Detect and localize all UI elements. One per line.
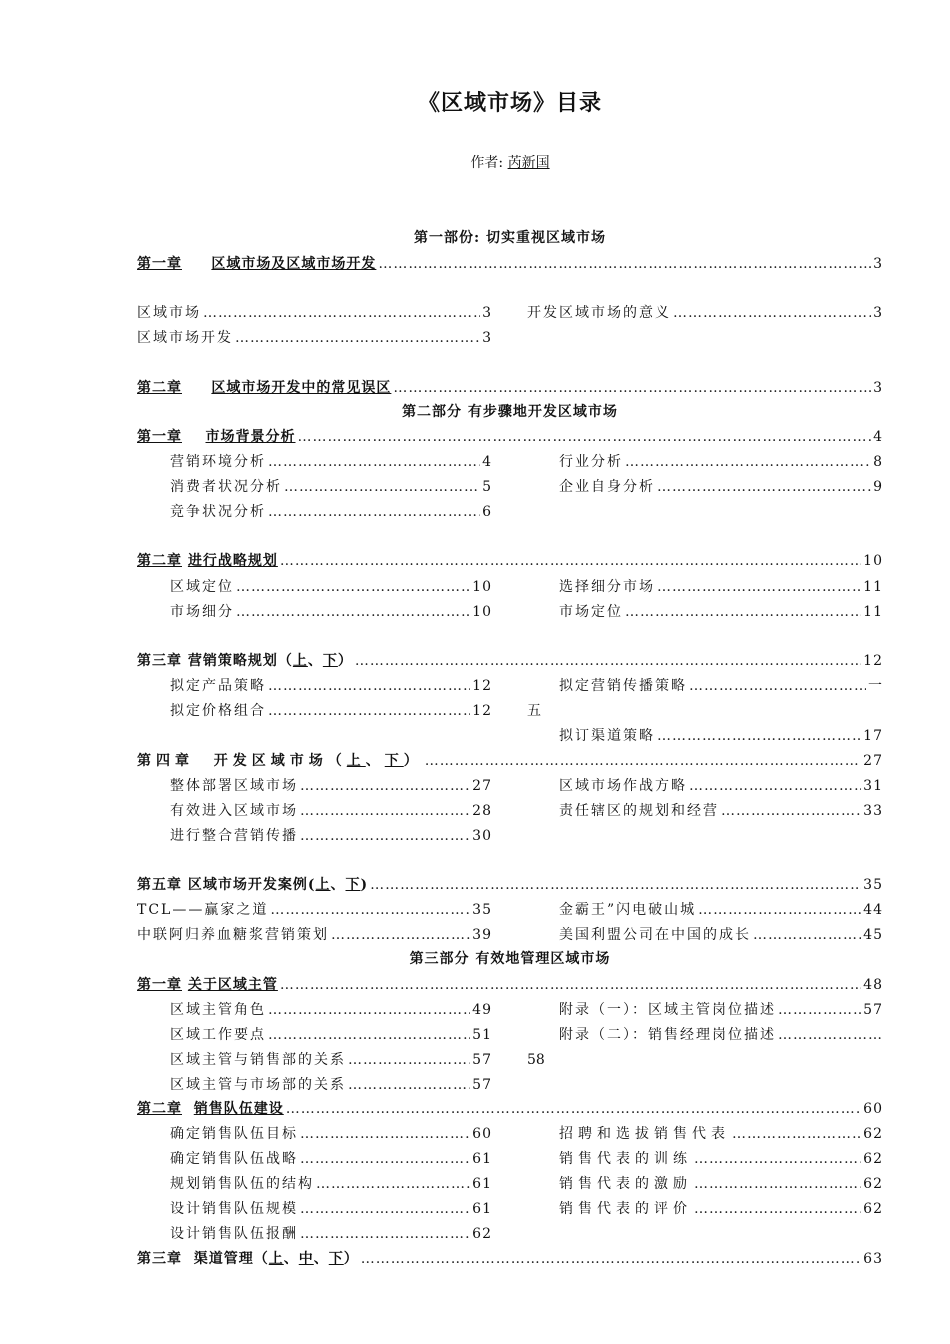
chapter-number: 第三章 (137, 653, 182, 669)
toc-entry[interactable] (170, 1200, 492, 1218)
chapter-name-part: ) (360, 877, 369, 893)
toc-entry[interactable] (170, 1150, 492, 1168)
toc-chapter[interactable] (137, 1100, 883, 1118)
dot-leader (361, 1250, 861, 1268)
dot-leader (300, 802, 470, 820)
chapter-name-part: 、 (365, 753, 385, 769)
dot-leader (694, 1200, 861, 1218)
page-number: 10 (472, 604, 492, 620)
entry-label: 规划销售队伍的结构 (170, 1176, 314, 1192)
page-number: 5 (482, 479, 492, 495)
page-number: 61 (472, 1201, 492, 1217)
toc-entry[interactable] (170, 578, 492, 596)
entry-label: 招聘和选拔销售代表 (559, 1126, 730, 1142)
dot-leader (268, 677, 470, 695)
dot-leader (778, 1001, 861, 1019)
page-number: 35 (863, 877, 883, 893)
dot-leader (300, 1125, 470, 1143)
entry-label: 区域主管角色 (170, 1002, 266, 1018)
dot-leader (753, 926, 861, 944)
dot-leader (236, 603, 470, 621)
page-number: 62 (863, 1126, 883, 1142)
toc-entry[interactable] (559, 1175, 883, 1193)
dot-leader (689, 777, 861, 795)
entry-label: 确定销售队伍目标 (170, 1126, 298, 1142)
dot-leader (657, 578, 861, 596)
toc-chapter[interactable] (137, 752, 883, 770)
page-number: 57 (863, 1002, 883, 1018)
entry-label: 区域工作要点 (170, 1027, 266, 1043)
page-number: 3 (873, 380, 883, 396)
toc-entry[interactable] (559, 1125, 883, 1143)
page-number: 4 (482, 454, 492, 470)
toc-entry[interactable] (170, 827, 492, 845)
dot-leader (268, 453, 480, 471)
dot-leader (355, 652, 861, 670)
entry-label: 进行整合营销传播 (170, 828, 298, 844)
dot-leader (270, 901, 470, 919)
dot-leader (694, 1175, 861, 1193)
toc-entry[interactable] (559, 677, 883, 695)
entry-label: 企业自身分析 (559, 479, 655, 495)
entry-label: 区域市场开发 (137, 330, 233, 346)
toc-entry[interactable] (170, 1051, 492, 1069)
toc-chapter[interactable] (137, 552, 883, 570)
page-number: 45 (863, 927, 883, 943)
chapter-name-part: 、 (313, 1251, 329, 1267)
chapter-name-part: 中 (298, 1251, 314, 1267)
chapter-name-part: 上 (346, 753, 366, 769)
page-number: 12 (472, 703, 492, 719)
dot-leader (348, 1076, 470, 1094)
dot-leader (268, 1001, 470, 1019)
page-number: 8 (873, 454, 883, 470)
entry-label: 销售代表的训练 (559, 1151, 692, 1167)
toc-entry[interactable] (137, 901, 492, 919)
page-number: 60 (472, 1126, 492, 1142)
entry-label: 金霸王”闪电破山城 (559, 902, 697, 918)
chapter-name-part: ） (343, 1251, 359, 1267)
page-number: 9 (873, 479, 883, 495)
part-heading: 第二部分 有步骤地开发区域市场 (402, 404, 618, 420)
dot-leader (425, 752, 861, 770)
dot-leader (698, 901, 861, 919)
toc-entry[interactable] (170, 1225, 492, 1243)
entry-label: 中联阿归养血糖浆营销策划 (137, 927, 329, 943)
entry-label: 区域市场作战方略 (559, 778, 687, 794)
chapter-number: 第二章 (137, 380, 182, 396)
entry-label: 责任辖区的规划和经营 (559, 803, 719, 819)
chapter-number: 第三章 (137, 1251, 182, 1267)
dot-leader (721, 802, 861, 820)
dot-leader (286, 1100, 861, 1118)
dot-leader (280, 976, 861, 994)
dot-leader (300, 1150, 470, 1168)
entry-label: 美国利盟公司在中国的成长 (559, 927, 751, 943)
chapter-name: 渠道管理（ (193, 1251, 269, 1267)
dot-leader (280, 552, 861, 570)
entry-label: 整体部署区域市场 (170, 778, 298, 794)
entry-label: 拟定产品策略 (170, 678, 266, 694)
toc-entry[interactable] (170, 1001, 492, 1019)
toc-entry[interactable] (170, 1175, 492, 1193)
entry-label: 营销环境分析 (170, 454, 266, 470)
toc-entry[interactable] (559, 453, 883, 471)
entry-label: 消费者状况分析 (170, 479, 282, 495)
entry-label: TCL——赢家之道 (137, 902, 269, 918)
page-number: 62 (472, 1226, 492, 1242)
toc-chapter[interactable] (137, 379, 883, 397)
toc-entry[interactable] (170, 702, 492, 720)
toc-entry[interactable] (170, 503, 492, 521)
page-number: 33 (863, 803, 883, 819)
entry-label: 市场细分 (170, 604, 234, 620)
entry-label: 附录（一）：区域主管岗位描述 (559, 1002, 776, 1018)
page-number: 57 (472, 1077, 492, 1093)
entry-label: 附录（二）：销售经理岗位描述 (559, 1027, 776, 1043)
toc-chapter[interactable] (137, 976, 883, 994)
entry-label: 行业分析 (559, 454, 623, 470)
chapter-name: 市场背景分析 (205, 429, 296, 445)
page-number: 28 (472, 803, 492, 819)
page-number: 49 (472, 1002, 492, 1018)
toc-entry[interactable] (559, 1150, 883, 1168)
toc-chapter[interactable] (137, 255, 883, 273)
chapter-number: 第一章 (137, 256, 182, 272)
entry-label: 设计销售队伍规模 (170, 1201, 298, 1217)
dot-leader (673, 304, 871, 322)
chapter-name-part: 、 (283, 1251, 299, 1267)
entry-label: 拟定营销传播策略 (559, 678, 687, 694)
toc-entry[interactable] (559, 478, 883, 496)
toc-entry[interactable] (170, 777, 492, 795)
page-number: 30 (472, 828, 492, 844)
chapter-name: 区域市场开发中的常见误区 (211, 380, 392, 396)
entry-label: 设计销售队伍报酬 (170, 1226, 298, 1242)
author-line (0, 154, 950, 172)
entry-label: 市场定位 (559, 604, 623, 620)
dot-leader (331, 926, 470, 944)
dot-leader (689, 677, 866, 695)
chapter-name: 关于区域主管 (187, 977, 278, 993)
page-number: 3 (482, 305, 492, 321)
page-number: 48 (863, 977, 883, 993)
chapter-number: 第一章 (137, 429, 182, 445)
toc-entry[interactable] (559, 926, 883, 944)
page-number: 51 (472, 1027, 492, 1043)
dot-leader (300, 1225, 470, 1243)
chapter-number: 第四章 (137, 753, 194, 769)
page-number: 62 (863, 1176, 883, 1192)
entry-label: 销售代表的评价 (559, 1201, 692, 1217)
wrapped-page-number: 58 (527, 1052, 545, 1068)
part-heading: 第一部份: 切实重视区域市场 (413, 230, 607, 246)
chapter-name: 开发区域市场（ (213, 753, 347, 769)
toc-chapter[interactable] (137, 652, 883, 670)
toc-entry[interactable] (559, 802, 883, 820)
page-number: 11 (863, 604, 883, 620)
page-number: 57 (472, 1052, 492, 1068)
page-number: 10 (863, 553, 883, 569)
toc-entry[interactable] (170, 802, 492, 820)
toc-entry[interactable] (137, 304, 492, 322)
entry-label: 选择细分市场 (559, 579, 655, 595)
page-number: 62 (863, 1201, 883, 1217)
dot-leader (694, 1150, 861, 1168)
page-number: 62 (863, 1151, 883, 1167)
dot-leader (625, 603, 861, 621)
chapter-name: 区域市场开发案例( (187, 877, 316, 893)
toc-entry[interactable] (170, 478, 492, 496)
page-number: 63 (863, 1251, 883, 1267)
toc-entry[interactable] (559, 777, 883, 795)
dot-leader (298, 428, 872, 446)
entry-label: 区域主管与销售部的关系 (170, 1052, 346, 1068)
chapter-number: 第一章 (137, 977, 182, 993)
toc-entry[interactable] (137, 329, 492, 347)
entry-label: 区域定位 (170, 579, 234, 595)
toc-entry[interactable] (170, 677, 492, 695)
toc-entry[interactable] (559, 603, 883, 621)
toc-entry[interactable] (170, 453, 492, 471)
dot-leader (378, 255, 871, 273)
entry-label: 有效进入区域市场 (170, 803, 298, 819)
dot-leader (268, 503, 480, 521)
entry-label: 区域主管与市场部的关系 (170, 1077, 346, 1093)
chapter-name-part: 上 (292, 653, 308, 669)
page-number: 35 (472, 902, 492, 918)
toc-entry[interactable] (559, 1200, 883, 1218)
page-number: 61 (472, 1151, 492, 1167)
page-number: 12 (863, 653, 883, 669)
chapter-name-part: ） (403, 753, 423, 769)
dot-leader (300, 1200, 470, 1218)
page-number: 27 (863, 753, 883, 769)
page-number: 39 (472, 927, 492, 943)
author-name: 芮新国 (507, 155, 550, 171)
toc-entry[interactable] (170, 1026, 492, 1044)
chapter-name: 营销策略规划（ (187, 653, 293, 669)
wrapped-page-number: 五 (527, 703, 541, 719)
author-label: 作者: (470, 155, 504, 171)
entry-label: 竞争状况分析 (170, 504, 266, 520)
toc-chapter[interactable] (137, 876, 883, 894)
chapter-name-part: 、 (307, 653, 323, 669)
chapter-name-part: 、 (330, 877, 346, 893)
page-number: 17 (863, 728, 883, 744)
chapter-name-part: 上 (268, 1251, 284, 1267)
dot-leader (370, 876, 861, 894)
page-number: 31 (863, 778, 883, 794)
entry-label: 拟定价格组合 (170, 703, 266, 719)
toc-entry[interactable] (559, 1001, 883, 1019)
entry-label: 开发区域市场的意义 (527, 305, 671, 321)
dot-leader (300, 827, 470, 845)
toc-entry[interactable] (559, 1026, 883, 1044)
chapter-name: 进行战略规划 (187, 553, 278, 569)
chapter-name-part: ） (337, 653, 353, 669)
dot-leader (778, 1026, 881, 1044)
dot-leader (732, 1125, 861, 1143)
page-number: 一 (868, 678, 883, 694)
page-number: 10 (472, 579, 492, 595)
entry-label: 销售代表的激励 (559, 1176, 692, 1192)
page-number: 4 (873, 429, 883, 445)
toc-chapter[interactable] (137, 428, 883, 446)
chapter-number: 第二章 (137, 553, 182, 569)
dot-leader (236, 578, 470, 596)
toc-entry[interactable] (170, 1125, 492, 1143)
dot-leader (316, 1175, 470, 1193)
dot-leader (393, 379, 871, 397)
page-number: 12 (472, 678, 492, 694)
dot-leader (235, 329, 480, 347)
chapter-name-part: 下 (322, 653, 338, 669)
page-number: 61 (472, 1176, 492, 1192)
page-number: 6 (482, 504, 492, 520)
page-number: 3 (873, 256, 883, 272)
dot-leader (203, 304, 480, 322)
page-number: 11 (863, 579, 883, 595)
chapter-name-part: 下 (384, 753, 404, 769)
dot-leader (268, 1026, 470, 1044)
dot-leader (657, 727, 861, 745)
toc-entry[interactable] (559, 901, 883, 919)
part-heading: 第三部分 有效地管理区域市场 (409, 951, 611, 967)
toc-entry[interactable] (559, 578, 883, 596)
dot-leader (657, 478, 871, 496)
page-number: 60 (863, 1101, 883, 1117)
chapter-name: 销售队伍建设 (193, 1101, 284, 1117)
toc-entry[interactable] (527, 304, 883, 322)
chapter-name-part: 下 (328, 1251, 344, 1267)
chapter-number: 第五章 (137, 877, 182, 893)
chapter-name: 区域市场及区域市场开发 (211, 256, 377, 272)
chapter-name-part: 下 (345, 877, 361, 893)
dot-leader (300, 777, 470, 795)
chapter-name-part: 上 (315, 877, 331, 893)
toc-entry[interactable] (559, 727, 883, 745)
dot-leader (625, 453, 871, 471)
page-number: 3 (482, 330, 492, 346)
dot-leader (268, 702, 470, 720)
toc-entry[interactable] (170, 603, 492, 621)
chapter-number: 第二章 (137, 1101, 182, 1117)
page-number: 44 (863, 902, 883, 918)
page-number: 27 (472, 778, 492, 794)
toc-entry[interactable] (170, 1076, 492, 1094)
dot-leader (284, 478, 480, 496)
entry-label: 确定销售队伍战略 (170, 1151, 298, 1167)
toc-entry[interactable] (137, 926, 492, 944)
dot-leader (348, 1051, 470, 1069)
entry-label: 拟订渠道策略 (559, 728, 655, 744)
page-title: 《区域市场》目录 (417, 90, 602, 116)
entry-label: 区域市场 (137, 305, 201, 321)
page-number: 3 (873, 305, 883, 321)
toc-chapter[interactable] (137, 1250, 883, 1268)
